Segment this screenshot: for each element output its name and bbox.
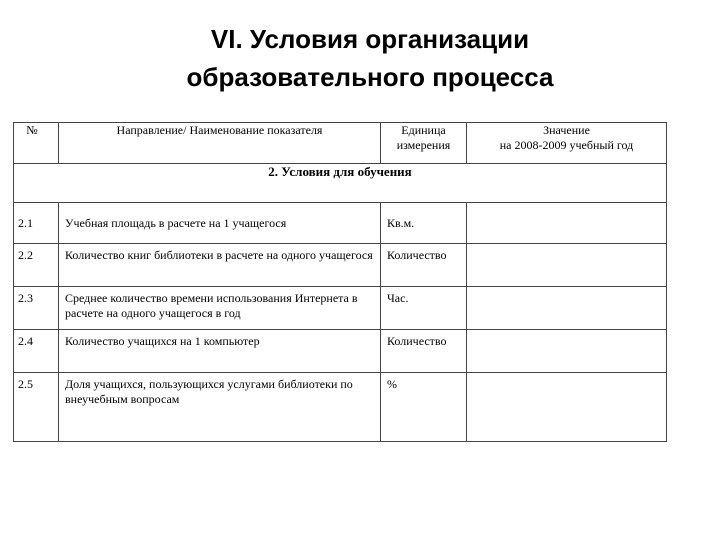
page-title	[0, 20, 720, 96]
row-number: 2.1	[14, 203, 59, 244]
row-number: 2.5	[14, 373, 59, 442]
row-name: Доля учащихся, пользующихся услугами библиотеки по внеучебным вопросам	[59, 373, 381, 442]
section-title: 2. Условия для обучения	[14, 164, 667, 203]
row-number: 2.3	[14, 287, 59, 330]
header-value-line-1: Значение	[543, 123, 590, 137]
row-unit: %	[381, 373, 467, 442]
table-row	[14, 287, 667, 330]
header-unit-line-2: измерения	[396, 138, 451, 152]
row-unit: Количество	[381, 330, 467, 373]
title-line-1: VI. Условия организации	[210, 24, 530, 54]
table-row	[14, 373, 667, 442]
row-unit: Количество	[381, 244, 467, 287]
row-number: 2.2	[14, 244, 59, 287]
table-row	[14, 330, 667, 373]
header-name: Направление/ Наименование показателя	[59, 123, 381, 164]
header-number: №	[14, 123, 59, 164]
title-line-2: образовательного процесса	[186, 62, 554, 92]
row-value	[467, 287, 667, 330]
indicators-table	[13, 122, 667, 442]
row-value	[467, 203, 667, 244]
table-header-row	[14, 123, 667, 164]
row-number: 2.4	[14, 330, 59, 373]
header-value-line-2: на 2008-2009 учебный год	[499, 138, 634, 152]
header-value	[467, 123, 667, 164]
section-row	[14, 164, 667, 203]
table-row	[14, 203, 667, 244]
row-value	[467, 373, 667, 442]
table-row	[14, 244, 667, 287]
header-unit	[381, 123, 467, 164]
row-name: Количество книг библиотеки в расчете на одного учащегося	[59, 244, 381, 287]
row-unit: Кв.м.	[381, 203, 467, 244]
row-name: Учебная площадь в расчете на 1 учащегося	[59, 203, 381, 244]
row-value	[467, 330, 667, 373]
row-name: Количество учащихся на 1 компьютер	[59, 330, 381, 373]
header-unit-line-1: Единица	[401, 123, 446, 137]
row-unit: Час.	[381, 287, 467, 330]
row-value	[467, 244, 667, 287]
row-name: Среднее количество времени использования Интернета в расчете на одного учащегося в год	[59, 287, 381, 330]
